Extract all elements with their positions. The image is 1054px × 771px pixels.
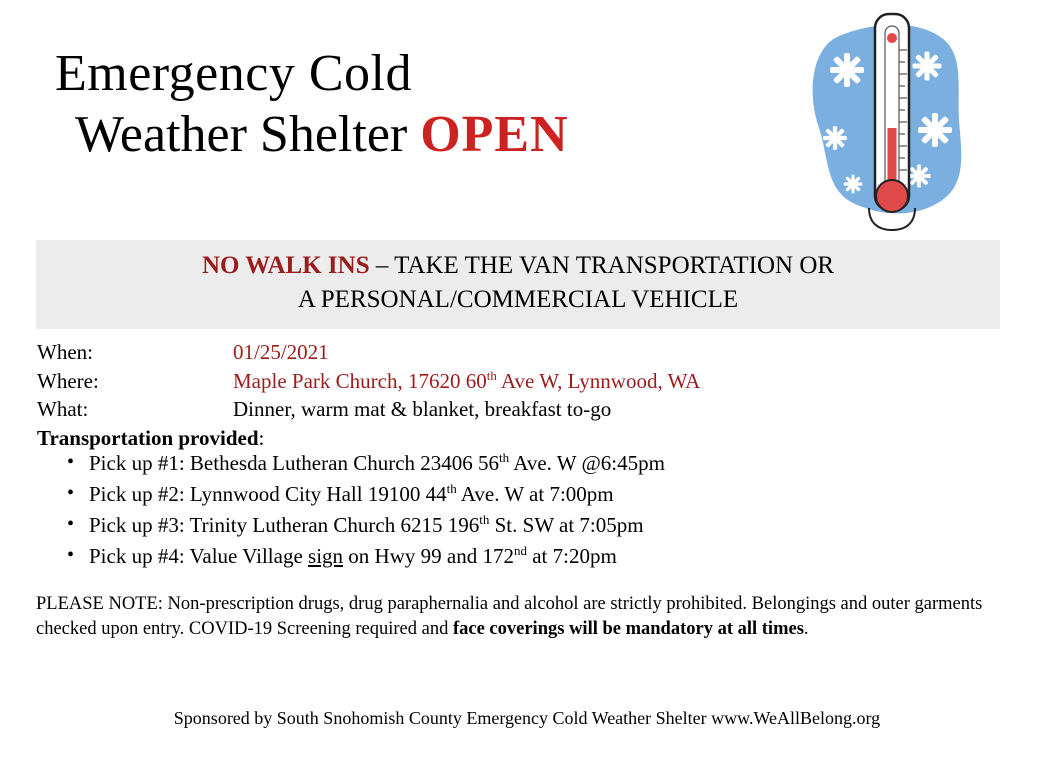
pickup-1-text-b: Ave. W @6:45pm	[509, 451, 665, 475]
where-value-part-a: Maple Park Church, 17620 60	[233, 368, 487, 393]
title-line-2-text: Weather Shelter	[75, 106, 421, 163]
title-line-2	[55, 104, 815, 166]
banner-emphasis: NO WALK INS	[201, 252, 370, 279]
pickup-1-text-a: Pick up #1: Bethesda Lutheran Church 23406 56	[89, 451, 500, 475]
pickup-4-text-b: at 7:20pm	[526, 544, 617, 568]
pickup-3-text-a: Pick up #3: Trinity Lutheran Church 6215 196	[89, 513, 480, 537]
where-value-part-b: Ave W, Lynnwood, WA	[496, 368, 701, 393]
banner-line-1-rest: – TAKE THE VAN TRANSPORTATION OR	[369, 252, 835, 279]
detail-row-when	[37, 338, 1017, 367]
note-part-1: PLEASE NOTE: Non-prescription drugs, drug paraphernalia and alcohol are strictly prohibited. Belongings and outer garments checked upon entry. COVID-19 Screening required and	[36, 594, 983, 639]
what-label: What:	[37, 397, 89, 421]
what-value: Dinner, warm mat & blanket, breakfast to-go	[233, 397, 612, 421]
banner-line-2: A PERSONAL/COMMERCIAL VEHICLE	[297, 286, 739, 313]
list-item	[37, 541, 1017, 572]
title-block	[55, 44, 815, 166]
transportation-colon: :	[258, 425, 265, 450]
pickup-3-text-b: St. SW at 7:05pm	[489, 513, 644, 537]
where-value-ordinal: th	[486, 367, 497, 383]
list-item	[37, 479, 1017, 510]
transportation-label: Transportation provided	[37, 425, 259, 450]
detail-row-what	[37, 395, 1017, 424]
no-walk-ins-banner	[36, 240, 1000, 329]
pickup-4-underlined-word: sign	[308, 544, 344, 568]
where-value	[233, 367, 700, 396]
where-label: Where:	[37, 368, 99, 393]
detail-row-where	[37, 367, 1017, 396]
pickup-4-ordinal: nd	[513, 543, 527, 558]
note-part-2: .	[803, 619, 809, 639]
note-bold-emphasis: face coverings will be mandatory at all times	[452, 619, 804, 639]
pickup-4-text-mid: on Hwy 99 and 172	[343, 544, 514, 568]
details-block	[37, 338, 1017, 452]
title-line-1: Emergency Cold	[55, 45, 412, 102]
list-item	[37, 448, 1017, 479]
pickup-1-ordinal: th	[499, 450, 510, 465]
please-note-paragraph	[36, 592, 988, 642]
when-label: When:	[37, 340, 93, 364]
pickup-2-text-a: Pick up #2: Lynnwood City Hall 19100 44	[89, 482, 447, 506]
thermometer-snowflake-graphic	[799, 8, 984, 238]
pickup-list	[37, 448, 1017, 572]
pickup-4-text-a: Pick up #4: Value Village	[89, 544, 309, 568]
list-item	[37, 510, 1017, 541]
when-value: 01/25/2021	[233, 340, 329, 364]
pickup-2-text-b: Ave. W at 7:00pm	[456, 482, 614, 506]
pickup-3-ordinal: th	[479, 512, 490, 527]
sponsor-footer: Sponsored by South Snohomish County Emergency Cold Weather Shelter www.WeAllBelong.org	[173, 708, 881, 728]
open-status-word: OPEN	[420, 106, 569, 163]
pickup-2-ordinal: th	[446, 481, 457, 496]
